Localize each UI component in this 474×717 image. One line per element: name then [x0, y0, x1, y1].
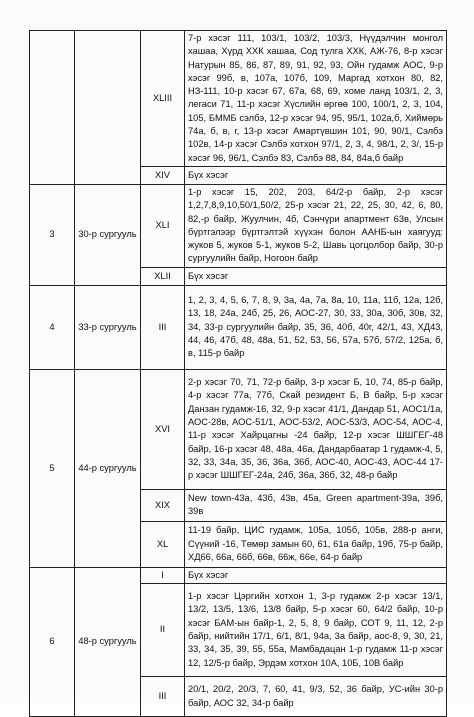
address-list-cell: 20/1, 20/2, 20/3, 7, 60, 41, 9/3, 52, 36 байр, УС-ийн 30-р байр, АОС 32, 34-р байр	[185, 677, 447, 717]
table-row	[30, 567, 447, 583]
school-cell: 33-р сургууль	[75, 285, 141, 369]
subdistrict-cell: XL	[141, 521, 185, 567]
address-list-cell: 7-р хэсэг 111, 103/1, 103/2, 103/3, Нүүдэлчин монгол хашаа, Хүрд ХХК хашаа, Сод тулга ХХК, АЖ-76, 8-р хэсэг Натурын 85, 86, 87, 89, 91, 92, 93, Ойн гудамж АОС, 9-р хэсэг 99б, в, 107а, 107б, 109, Маргад хотхон 80, 82, НЗ-111, 10-р хэсэг 67, 67а, 68, 69, хоме ланд 103/1, 2, 3, легаси 71, 11-р хэсэг Хүслийн өргөө 100, 100/1, 2, 3, 104, 105, БММБ сэлбэ, 12-р хэсэг 94, 95, 95/1, 102а,б, Хиймөрь 74а, б, в, г, 13-р хэсэг Амартүвшин 101, 90, 90/1, Сэлбэ 102в, 14-р хэсэг Сэлбэ хотхон 97/1, 2, 3, 4, 98/1, 2, 3/, 15-р хэсэг 96, 96/1, Сэлбэ 83, Сэлбэ 88, 84, 84а,б байр	[185, 31, 447, 167]
school-cell: 30-р сургууль	[75, 184, 141, 285]
table-row	[30, 369, 447, 489]
row-number-cell: 6	[30, 567, 75, 716]
row-number-cell: 4	[30, 285, 75, 369]
school-cell: 44-р сургууль	[75, 369, 141, 567]
row-number-cell: 3	[30, 184, 75, 285]
address-list-cell: 1, 2, 3, 4, 5, 6, 7, 8, 9, 3а, 4а, 7а, 8а, 10, 11а, 11б, 12а, 12б, 13, 18, 24а, 24б, 25, 26, АОС-27, 30, 33, 30а, 30б, 30в, 32, 34, 33-р сургуулийн байр, 35, 36, 40б, 40г, 42/1, 43, ХД43, 44, 46, 47б, 48, 48а, 51, 52, 53, 56, 57а, 57б, 57/2, 125а, б, в, 115-р байр	[185, 285, 447, 369]
subdistrict-cell: XLII	[141, 267, 185, 285]
row-number-cell: 5	[30, 369, 75, 567]
school-cell	[75, 31, 141, 185]
address-list-cell: 1-р хэсэг 15, 202, 203, 64/2-р байр, 2-р хэсэг 1,2,7,8,9,10,50/1,50/2, 25-р хэсэг 21, 22, 25, 30, 42, 6, 80, 82,-р байр, Жуулчин, 4б, Сэнчүри апартмент 63в, Улсын бүртгэлээр бүртгэлтэй хүүхэн болон ААНБ-ын хаягууд: жуков 5, жуков 5-1, жуков 5-2, Шавь цогцолбор байр, 30-р сургуулийн байр, Ногоон байр	[185, 184, 447, 267]
address-list-cell: Бүх хэсэг	[185, 267, 447, 285]
address-list-cell: 1-р хэсэг Цэргийн хотхон 1, 3-р гудамж 2-р хэсэг 13/1, 13/2, 13/5, 13/6, 13/8 байр, 5-р хэсэг 60, 64/2 байр, 10-р хэсэг БАМ-ын байр-1, 2, 5, 8, 9 байр, СОТ 9, 11, 12, 2-р байр, нийтийн 17/1, 6/1, 8/1, 94а, 3а байр, аос-8, 9, 30, 21, 33, 34, 35, 39, 55, 55а, Мамбадацан 1-р гудамж 11-р хэсэг 12, 12/5-р байр, Эрдэм хотхон 10А, 10Б, 10В байр	[185, 584, 447, 677]
subdistrict-cell: XLI	[141, 184, 185, 267]
table-row	[30, 31, 447, 167]
address-list-cell: 2-р хэсэг 70, 71, 72-р байр, 3-р хэсэг Б, 10, 74, 85-р байр, 4-р хэсэг 77а, 77б, Скай резидент Б, В байр, 5-р хэсэг Данзан гудамж-16, 32, 9-р хэсэг 41/1, Дандар 51, АОС1/1а, АОС-28в, АОС-51/1, АОС-53/2, АОС-53/3, АОС-54, АОС-4, 11-р хэсэг Хайрцагны -24 байр, 12-р хэсэг ШШГЕГ-48 байр, 16-р хэсэг 48, 48а, 46а, Дандарбаатар 1 гудамж-4, 5, 32, 33, 34а, 35, 36, 36а, 36б, АОС-40, АОС-43, АОС-44 17-р хэсэг ШШГЕГ-24а, 24б, 36а, 36б, 32, 48-р байр	[185, 369, 447, 489]
subdistrict-cell: XIV	[141, 166, 185, 184]
subdistrict-cell: XIX	[141, 489, 185, 521]
address-list-cell: Бүх хэсэг	[185, 567, 447, 583]
subdistrict-cell: II	[141, 584, 185, 677]
subdistrict-cell: III	[141, 677, 185, 717]
address-list-cell: Бүх хэсэг	[185, 166, 447, 184]
table-row	[30, 285, 447, 369]
row-number-cell	[30, 31, 75, 185]
subdistrict-cell: III	[141, 285, 185, 369]
subdistrict-cell: I	[141, 567, 185, 583]
subdistrict-cell: XVI	[141, 369, 185, 489]
school-cell: 48-р сургууль	[75, 567, 141, 716]
address-list-cell: New town-43а, 43б, 43в, 45а, Green apartment-39а, 39б, 39в	[185, 489, 447, 521]
address-list-cell: 11-19 байр, ЦИС гудамж, 105а, 105б, 105в, 288-р анги, Сүүний -16, Төмөр замын 60, 61, 61а байр, 19б, 75-р байр, ХД66, 66а, 66б, 66в, 66ж, 66е, 64-р байр	[185, 521, 447, 567]
subdistrict-cell: XLIII	[141, 31, 185, 167]
table-row	[30, 184, 447, 267]
district-assignment-table	[29, 30, 447, 717]
